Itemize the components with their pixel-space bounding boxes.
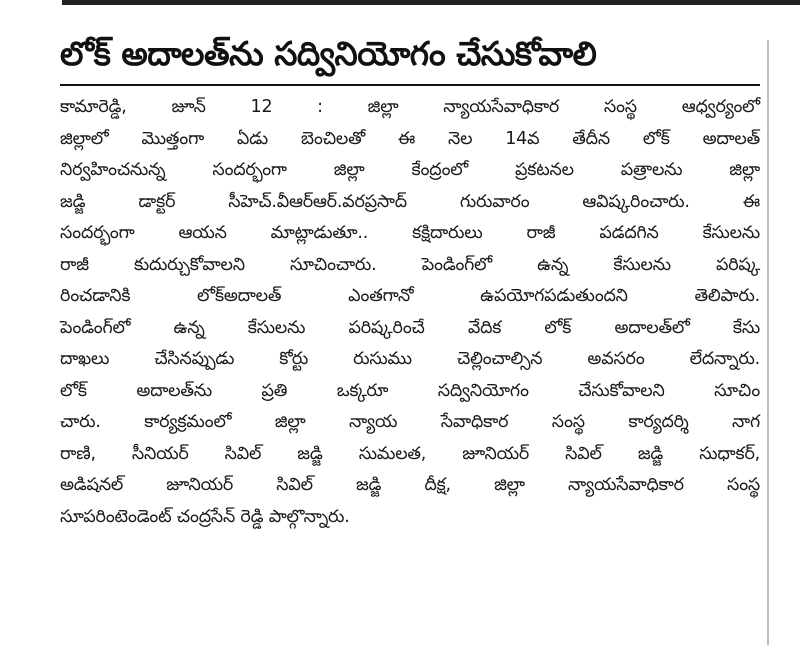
body-line: రాజీ కుదుర్చుకోవాలని సూచించారు. పెండింగ్‌లో ఉన్న కేసులను పరిష్క (60, 254, 760, 275)
body-line: లోక్ అదాలత్‌ను ప్రతి ఒక్కరూ సద్వినియోగం చేసుకోవాలని సూచిం (60, 380, 760, 401)
body-line: రించడానికి లోక్అదాలత్ ఎంతగానో ఉపయోగపడుతుందని తెలిపారు. (60, 286, 760, 306)
body-line: సందర్భంగా ఆయన మాట్లాడుతూ.. కక్షిదారులు రాజీ పడదగిన కేసులను (60, 223, 760, 243)
body-line: కామారెడ్డి, జూన్ 12 : జిల్లా న్యాయసేవాధికార సంస్థ ఆధ్వర్యంలో (60, 97, 760, 117)
column-divider (767, 40, 769, 645)
headline-underline (60, 84, 760, 86)
body-line: జిల్లాలో మొత్తంగా ఏడు బెంచిలతో ఈ నెల 14వ తేదీన లోక్ అదాలత్ (60, 128, 760, 149)
news-article (60, 30, 760, 533)
body-line: సూపరింటెండెంట్ చంద్రసేన్ రెడ్డి పాల్గొన్నారు. (60, 506, 350, 527)
body-line: దాఖలు చేసినప్పుడు కోర్టు రుసుము చెల్లించాల్సిన అవసరం లేదన్నారు. (60, 349, 760, 369)
body-line: అడిషనల్ జూనియర్ సివిల్ జడ్జి దీక్ష, జిల్లా న్యాయసేవాధికార సంస్థ (60, 475, 760, 495)
article-headline: లోక్ అదాలత్‌ను సద్వినియోగం చేసుకోవాలి (60, 34, 597, 73)
top-border-rule (62, 0, 800, 5)
article-body (60, 92, 760, 533)
body-line: రాణి, సీనియర్ సివిల్ జడ్జి సుమలత, జూనియర్ సివిల్ జడ్జి సుధాకర్, (60, 443, 760, 464)
body-line: చారు. కార్యక్రమంలో జిల్లా న్యాయ సేవాధికార సంస్థ కార్యదర్శి నాగ (60, 412, 760, 432)
body-line: జడ్జి డాక్టర్ సీహెచ్.వీఆర్ఆర్.వరప్రసాద్ గురువారం ఆవిష్కరించారు. ఈ (60, 191, 760, 212)
body-line: నిర్వహించనున్న సందర్భంగా జిల్లా కేంద్రంలో ప్రకటనల పత్రాలను జిల్లా (60, 160, 760, 180)
body-line: పెండింగ్‌లో ఉన్న కేసులను పరిష్కరించే వేదిక లోక్ అదాలత్‌లో కేసు (60, 317, 760, 338)
